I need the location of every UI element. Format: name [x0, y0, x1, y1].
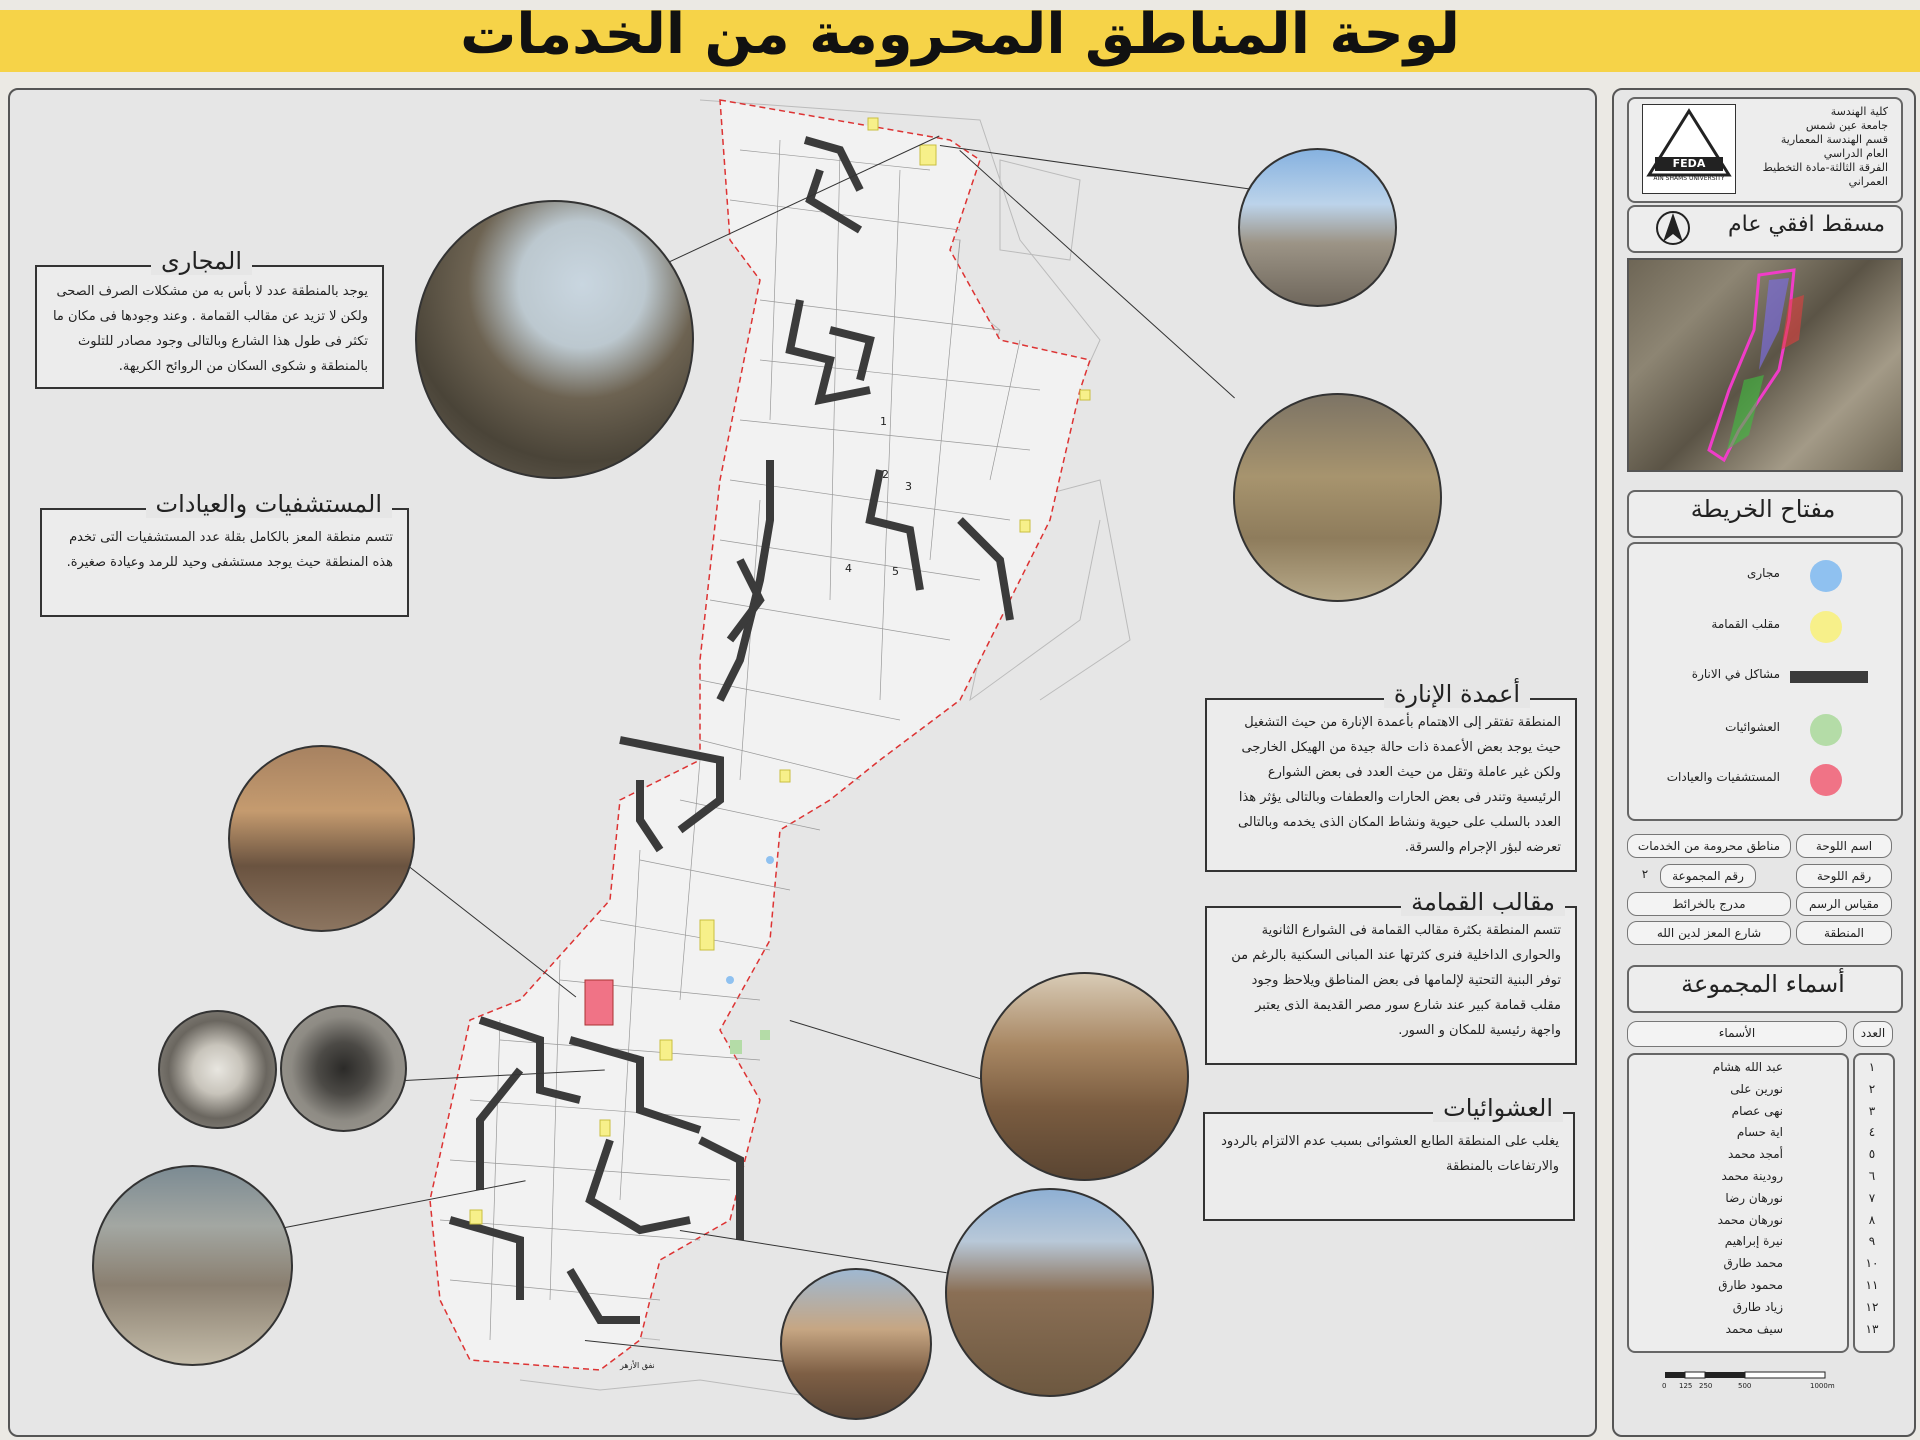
member-number: ١٢ [1865, 1299, 1879, 1314]
member-name: نورهان محمد [1717, 1212, 1783, 1227]
institution-line: جامعة عين شمس [1805, 119, 1888, 132]
photo-slum-street [92, 1165, 293, 1366]
plan-title: مسقط افقي عام [1728, 212, 1885, 237]
member-number: ٦ [1868, 1169, 1876, 1183]
legend-item-slums [1640, 710, 1880, 750]
photo-drain-cover-1 [158, 1010, 277, 1129]
institution-line: كلية الهندسة [1830, 105, 1888, 118]
member-number: ٨ [1868, 1212, 1876, 1227]
hospital-marker [585, 980, 613, 1025]
member-number: ٢ [1868, 1081, 1876, 1096]
scale-tick-label: 0 [1662, 1382, 1667, 1390]
hospitals-box [40, 490, 409, 617]
photo-alley-building [1233, 393, 1442, 602]
scale-label: مقياس الرسم [1796, 892, 1892, 916]
legend-label: العشوائيات [1725, 720, 1780, 734]
sewers-text: يوجد بالمنطقة عدد لا بأس به من مشكلات الصرف الصحى ولكن لا تزيد عن مقالب القمامة . وعند وجودها فى مكان ما تكثر فى طول هذا الشارع وبالتالى وجود مصادر للتلوث بالمنطقة و شكوى السكان من الروائح الكريهة. [52, 284, 368, 374]
member-name: محمد طارق [1723, 1256, 1783, 1271]
garbage-title: مقالب القمامة [1401, 888, 1565, 916]
legend-item-sewer [1640, 556, 1880, 596]
legend-label: مقلب القمامة [1711, 617, 1780, 631]
block-number: 2 [882, 468, 889, 481]
names-header: الأسماء [1627, 1021, 1847, 1047]
institution-line: الفرقة الثالثة-مادة التخطيط [1762, 161, 1888, 174]
scale-tick-label: 125 [1679, 1382, 1693, 1390]
member-number: ١٣ [1865, 1321, 1879, 1336]
member-number: ١٠ [1865, 1256, 1879, 1271]
legend-label: المستشفيات والعيادات [1666, 770, 1780, 784]
legend-title: مفتاح الخريطة [1690, 495, 1836, 523]
slums-title: العشوائيات [1433, 1094, 1563, 1122]
member-name: اية حسام [1736, 1125, 1783, 1140]
member-name: رودينة محمد [1721, 1169, 1783, 1183]
hospitals-swatch-icon [1810, 764, 1842, 796]
slums-text: يغلب على المنطقة الطابع العشوائى بسبب عدم الالتزام بالردود والارتفاعات بالمنطقة [1221, 1134, 1559, 1174]
member-name: أمجد محمد [1727, 1147, 1783, 1162]
legend-item-lighting [1640, 657, 1880, 697]
count-header: العدد [1853, 1021, 1893, 1047]
slums-swatch-icon [1810, 714, 1842, 746]
garbage-text: تتسم المنطقة بكثرة مقالب القمامة فى الشوارع الثانوية والحوارى الداخلية فنرى كثرتها عند المبانى السكنية بالرغم من توفر البنية التحتية لإلمامها فى بعض المناطق ويلاحظ وجود مقلب قمامة كبير عند شارع سور مصر القديمة الذى يعتبر واجهة رئيسية للمكان و السور. [1231, 923, 1561, 1038]
legend-label: مجارى [1746, 566, 1780, 580]
member-name: محمود طارق [1718, 1278, 1783, 1292]
photo-light-pole [1238, 148, 1397, 307]
sewers-box [35, 247, 384, 389]
hospitals-title: المستشفيات والعيادات [146, 490, 393, 518]
member-name: نورين على [1730, 1081, 1783, 1096]
scale-tick-label: 250 [1699, 1382, 1713, 1390]
member-name: سيف محمد [1725, 1321, 1783, 1336]
lighting-box [1205, 680, 1577, 872]
garbage-box [1205, 888, 1577, 1065]
scale-tick-label: 1000m [1810, 1382, 1835, 1390]
logo-subtext: AIN SHAMS UNIVERSITY [1653, 175, 1725, 182]
page-title: لوحة المناطق المحرومة من الخدمات [460, 2, 1460, 67]
member-number: ٥ [1868, 1147, 1876, 1162]
photo-rooftop-debris [945, 1188, 1154, 1397]
lighting-title: أعمدة الإنارة [1384, 680, 1530, 708]
institution-line: العمراني [1848, 175, 1888, 188]
legend-item-garbage [1640, 607, 1880, 647]
slums-box [1203, 1094, 1575, 1221]
block-number: 1 [880, 415, 887, 428]
lighting-swatch-icon [1790, 671, 1868, 683]
sewer-swatch-icon [1810, 560, 1842, 592]
member-name: نورهان رضا [1725, 1190, 1783, 1205]
photo-market-street [228, 745, 415, 932]
block-number: 4 [845, 562, 852, 575]
sewers-title: المجارى [151, 247, 252, 275]
group-number-value: ٢ [1641, 867, 1649, 881]
photo-crowded-street [780, 1268, 932, 1420]
group-number-label: رقم المجموعة [1660, 864, 1756, 888]
street-label: نفق الأزهر [620, 1361, 655, 1370]
member-name: نيرة إبراهيم [1724, 1234, 1783, 1249]
member-number: ٩ [1868, 1234, 1876, 1249]
member-name: عبد الله هشام [1712, 1060, 1783, 1074]
member-number: ١١ [1865, 1278, 1879, 1292]
scale-tick-label: 500 [1738, 1382, 1752, 1390]
satellite-overlay [1629, 260, 1901, 470]
institution-line: العام الدراسي [1823, 147, 1888, 160]
member-number: ٣ [1868, 1103, 1876, 1118]
photo-street-trees [415, 200, 694, 479]
member-number: ٧ [1868, 1190, 1876, 1205]
lighting-text: المنطقة تفتقر إلى الاهتمام بأعمدة الإنارة من حيث التشغيل حيث يوجد بعض الأعمدة ذات حالة جيدة من الهيكل الخارجى ولكن غير عاملة وتقل من حيث العدد فى بعض الشوارع الرئيسية وتندر فى بعض الحارات والعطفات وبالتالى يؤثر هذا العدد بالسلب على حيوية ونشاط المكان الذى يخدمه وبالتالى تعرضه لبؤر الإجرام والسرقة. [1238, 715, 1561, 855]
north-arrow-icon [1655, 210, 1691, 246]
legend-item-hospitals [1640, 760, 1880, 800]
photo-drain-cover-2 [280, 1005, 407, 1132]
institution-lines [1740, 105, 1888, 189]
sheet-name-label: اسم اللوحة [1796, 834, 1892, 858]
block-number: 5 [892, 565, 899, 578]
sheet-number-label: رقم اللوحة [1796, 864, 1892, 888]
hospitals-text: تتسم منطقة المعز بالكامل بقلة عدد المستشفيات التى تخدم هذه المنطقة حيث يوجد مستشفى وحيد للرمد وعيادة صغيرة. [66, 530, 393, 570]
member-name: زياد طارق [1732, 1299, 1783, 1314]
legend-label: مشاكل في الانارة [1691, 667, 1780, 681]
slum-markers [730, 1030, 770, 1054]
logo-text: FEDA [1672, 157, 1706, 170]
member-number: ١ [1868, 1060, 1876, 1074]
member-number: ٤ [1868, 1125, 1876, 1140]
faculty-logo [1642, 104, 1736, 194]
sheet-name-value: مناطق محرومة من الخدمات [1627, 834, 1791, 858]
block-number: 3 [905, 480, 912, 493]
satellite-map [1627, 258, 1903, 472]
scale-value: مدرج بالخرائط [1627, 892, 1791, 916]
garbage-swatch-icon [1810, 611, 1842, 643]
member-name: نهى عصام [1731, 1103, 1783, 1118]
area-label: المنطقة [1796, 921, 1892, 945]
institution-line: قسم الهندسة المعمارية [1780, 133, 1888, 146]
area-value: شارع المعز لدين الله [1627, 921, 1791, 945]
group-title: أسماء المجموعة [1681, 970, 1845, 998]
scale-bar [1660, 1370, 1840, 1394]
photo-old-wall [980, 972, 1189, 1181]
